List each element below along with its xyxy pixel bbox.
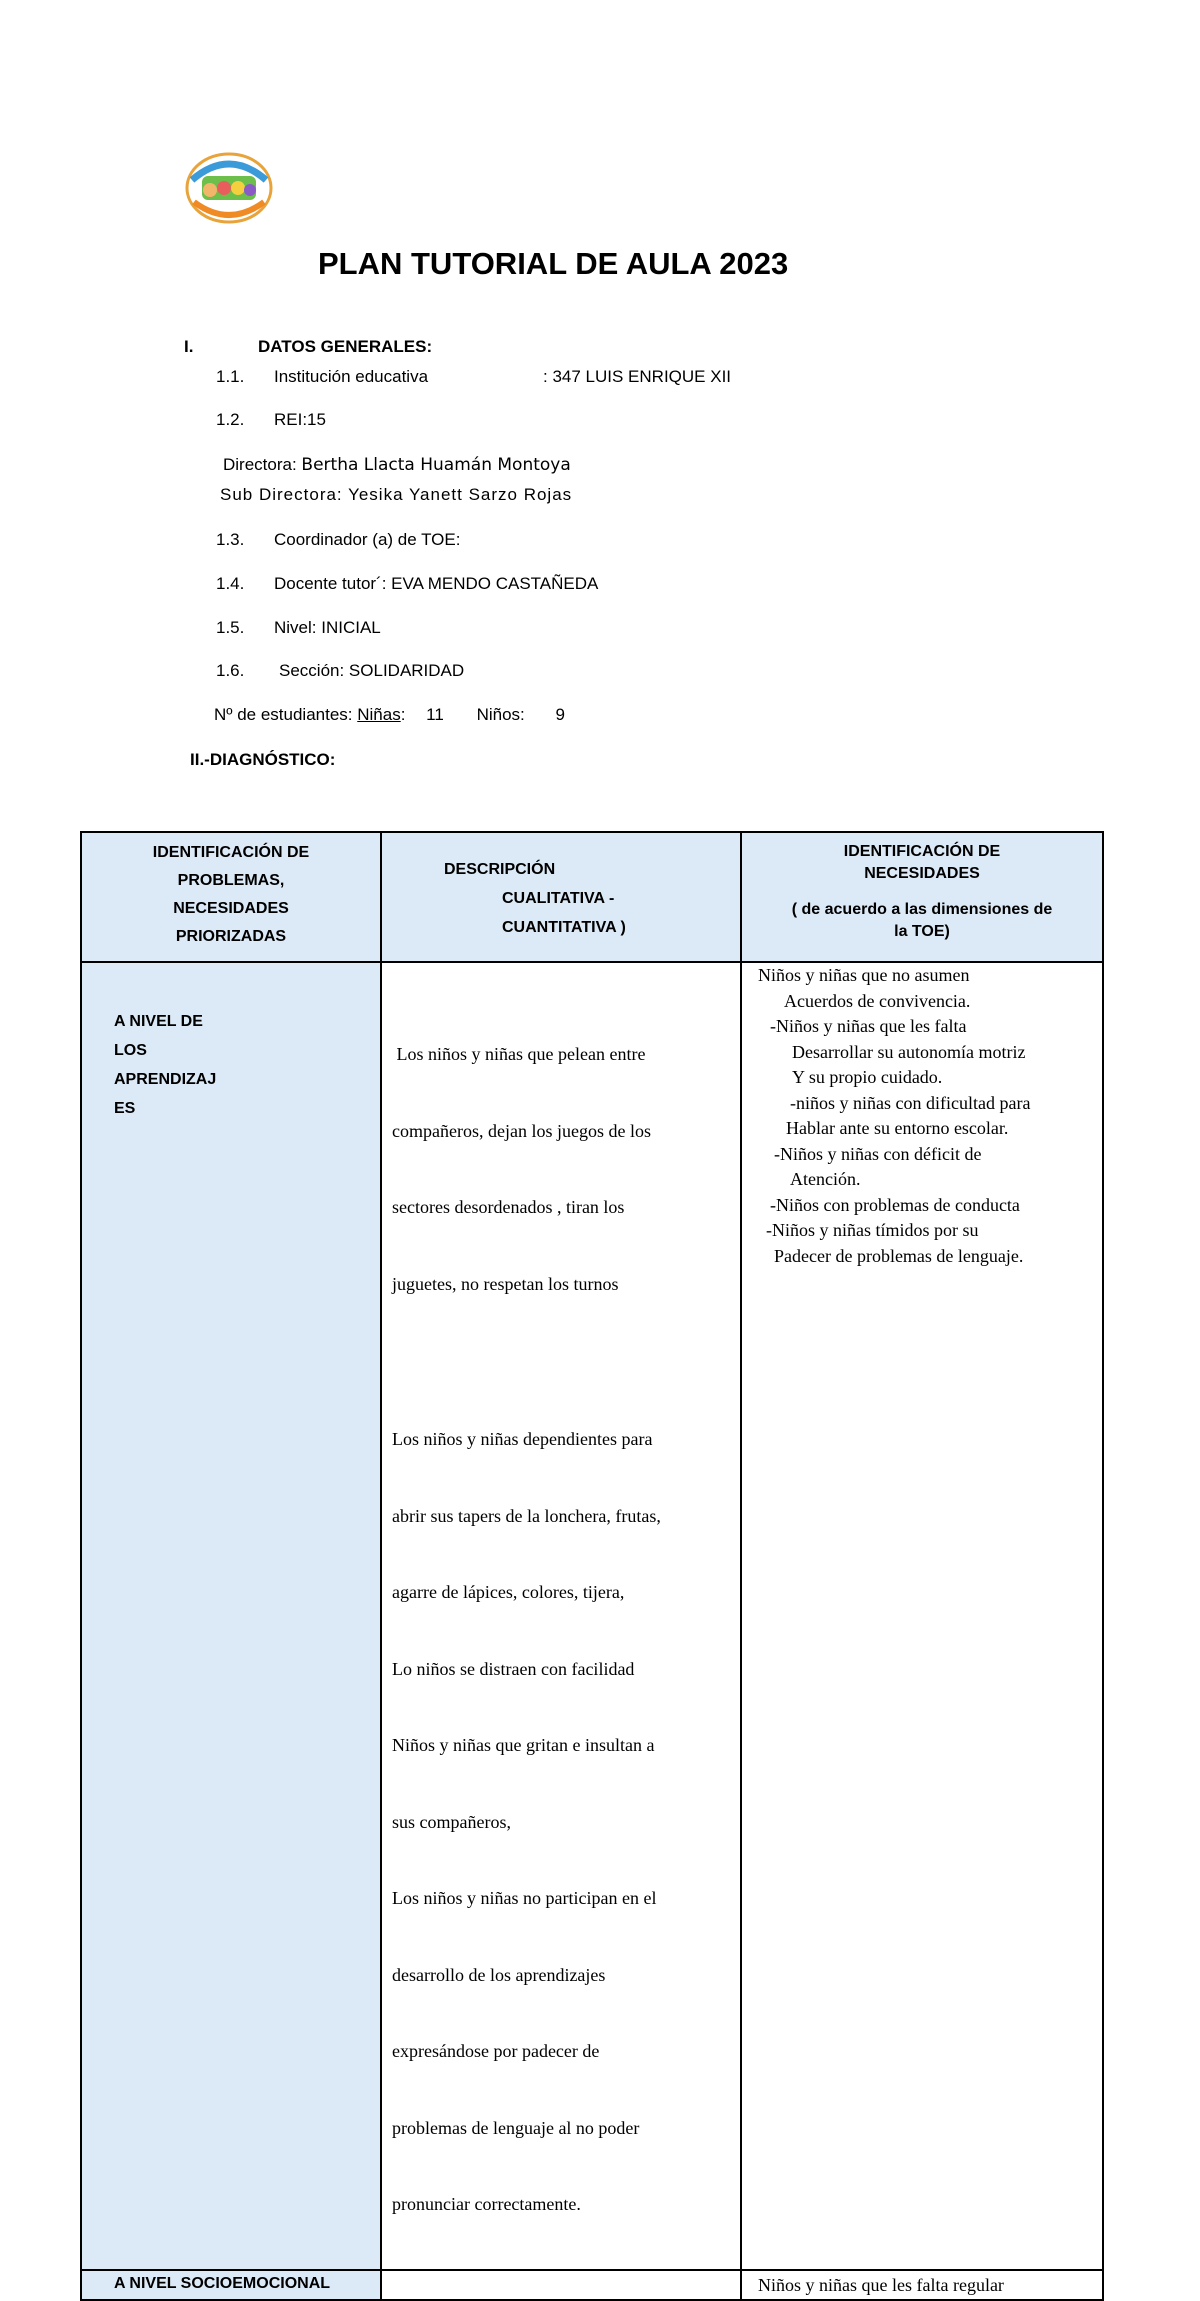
boys-label: Niños: <box>476 705 525 724</box>
needs-line: -Niños y niñas con déficit de <box>774 1143 982 1164</box>
needs-line: Acuerdos de convivencia. <box>784 990 971 1011</box>
item-1-3 <box>216 530 460 550</box>
rei-text: REI:15 <box>274 410 326 429</box>
institution-label: Institución educativa <box>274 367 429 386</box>
school-children-logo-icon <box>184 150 274 226</box>
row-label-line: APRENDIZAJ <box>114 1071 217 1088</box>
description-line: Los niños y niñas que pelean entre <box>392 1044 646 1064</box>
item-number: 1.5. <box>216 618 245 637</box>
header-line: PROBLEMAS, <box>177 872 285 889</box>
table-row <box>81 2270 1103 2300</box>
header-line: ( de acuerdo a las dimensiones de <box>791 901 1053 918</box>
level-text: Nivel: INICIAL <box>274 618 381 637</box>
needs-line: Y su propio cuidado. <box>792 1067 943 1087</box>
row-label-line: A NIVEL DE <box>114 1013 203 1030</box>
coordinator-text: Coordinador (a) de TOE: <box>274 530 461 549</box>
diagnosis-table <box>80 831 1104 2301</box>
section-title-datos-generales: DATOS GENERALES: <box>258 337 433 356</box>
needs-line: Atención. <box>790 1169 861 1189</box>
students-line: Nº de estudiantes: Niñas: 11 Niños: 9 <box>214 705 565 724</box>
page-title: PLAN TUTORIAL DE AULA 2023 <box>318 246 789 281</box>
header-line: CUALITATIVA - <box>502 890 615 907</box>
description-line: agarre de lápices, colores, tijera, <box>392 1582 625 1602</box>
description-line: sectores desordenados , tiran los <box>392 1197 625 1217</box>
needs-line: Hablar ante su entorno escolar. <box>786 1118 1009 1138</box>
section-title-diagnostico: II.-DIAGNÓSTICO: <box>190 750 336 769</box>
description-line: Los niños y niñas no participan en el <box>392 1888 657 1908</box>
subdirectora-line: Sub Directora: Yesika Yanett Sarzo Rojas <box>220 485 573 504</box>
description-cell <box>381 2270 741 2300</box>
header-line: CUANTITATIVA ) <box>502 919 626 936</box>
header-line: la TOE) <box>894 923 950 940</box>
description-line: compañeros, dejan los juegos de los <box>392 1120 651 1141</box>
description-line: expresándose por padecer de <box>392 2041 600 2061</box>
needs-line: -Niños con problemas de conducta <box>770 1194 1020 1215</box>
description-cell <box>381 962 741 2270</box>
item-1-1 <box>216 367 428 387</box>
needs-line: Desarrollar su autonomía motriz <box>792 1041 1026 1062</box>
description-line: Lo niños se distraen con facilidad <box>392 1658 635 1679</box>
students-label: Nº de estudiantes: <box>214 705 353 724</box>
header-cell-needs <box>741 832 1103 962</box>
description-line: pronunciar correctamente. <box>392 2194 581 2214</box>
section-text: Sección: SOLIDARIDAD <box>279 661 465 680</box>
needs-line: Niños y niñas que no asumen <box>758 965 970 985</box>
header-line: IDENTIFICACIÓN DE <box>152 844 310 861</box>
header-line: DESCRIPCIÓN <box>444 861 556 878</box>
girls-count: 11 <box>426 705 444 724</box>
header-cell-problems <box>81 832 381 962</box>
description-line: juguetes, no respetan los turnos <box>392 1273 619 1294</box>
institution-value: : 347 LUIS ENRIQUE XII <box>543 367 732 386</box>
item-number: 1.3. <box>216 530 245 549</box>
directora-label: Directora: <box>223 455 297 474</box>
tutor-text: Docente tutor´: EVA MENDO CASTAÑEDA <box>274 574 599 593</box>
directora-line <box>223 455 571 475</box>
header-line: PRIORIZADAS <box>175 928 287 945</box>
header-line: IDENTIFICACIÓN DE <box>843 843 1001 860</box>
item-1-2 <box>216 410 326 430</box>
needs-cell: Niños y niñas que les falta regular <box>741 2270 1103 2300</box>
needs-line: Padecer de problemas de lenguaje. <box>774 1245 1024 1266</box>
description-line: problemas de lenguaje al no poder <box>392 2117 640 2138</box>
description-line: Niños y niñas que gritan e insultan a <box>392 1735 655 1755</box>
girls-label: Niñas <box>357 705 401 724</box>
description-spacer <box>392 1348 740 1376</box>
description-line: Los niños y niñas dependientes para <box>392 1429 653 1449</box>
needs-cell <box>741 962 1103 2270</box>
item-number: 1.2. <box>216 410 245 429</box>
needs-line: -Niños y niñas tímidos por su <box>766 1220 979 1240</box>
boys-count: 9 <box>555 705 565 724</box>
header-line: NECESIDADES <box>864 865 980 882</box>
description-line: desarrollo de los aprendizajes <box>392 1964 606 1985</box>
item-1-6 <box>216 661 464 681</box>
item-number: 1.6. <box>216 661 245 680</box>
item-number: 1.4. <box>216 574 245 593</box>
school-logo <box>184 150 274 226</box>
item-1-5 <box>216 618 381 638</box>
item-number: 1.1. <box>216 367 245 386</box>
row-label-cell: A NIVEL SOCIOEMOCIONAL <box>81 2270 381 2300</box>
row-label-line: ES <box>114 1100 136 1117</box>
header-cell-description <box>381 832 741 962</box>
table-row <box>81 962 1103 2270</box>
row-label-line: LOS <box>114 1042 147 1059</box>
description-line: abrir sus tapers de la lonchera, frutas, <box>392 1505 661 1526</box>
section-number-1: I. <box>184 337 194 356</box>
needs-line: -niños y niñas con dificultad para <box>790 1092 1031 1113</box>
row-label-cell <box>81 962 381 2270</box>
description-line: sus compañeros, <box>392 1811 511 1832</box>
header-line: NECESIDADES <box>173 900 289 917</box>
needs-line: -Niños y niñas que les falta <box>770 1016 967 1036</box>
directora-name: Bertha Llacta Huamán Montoya <box>301 455 571 475</box>
table-header-row <box>81 832 1103 962</box>
item-1-4 <box>216 574 598 594</box>
